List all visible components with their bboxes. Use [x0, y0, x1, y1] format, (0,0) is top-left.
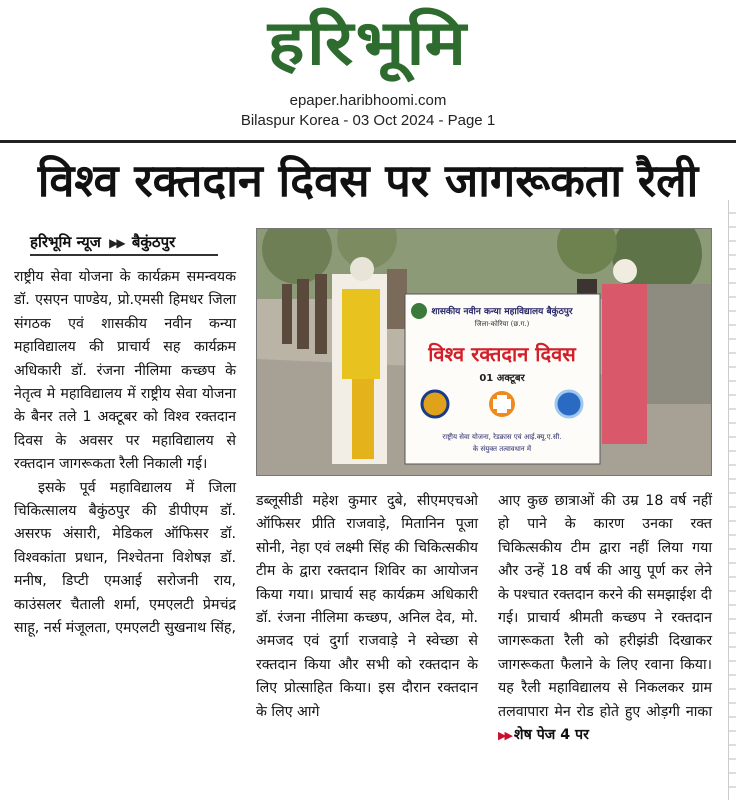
banner-footer-text: राष्ट्रीय सेवा योजना, रेडक्रास एवं आई.क्यू.ए.सी.	[442, 433, 562, 441]
article-photo	[256, 228, 712, 476]
byline-source: हरिभूमि न्यूज	[30, 233, 101, 251]
edition-info: Bilaspur Korea - 03 Oct 2024 - Page 1	[240, 112, 496, 129]
banner-footer-text-2: के संयुक्त तत्वावधान में	[472, 445, 532, 453]
masthead	[0, 0, 736, 135]
rally-photo-illustration	[257, 229, 712, 476]
article-column-1	[14, 266, 236, 786]
paragraph: डब्लूसीडी महेश कुमार दुबे, सीएमएचओ ऑफिसर प्रीति राजवाड़े, मितानिन पूजा सोनी, नेहा एवं लक्ष्मी सिंह की चिकित्सकीय टीम के द्वारा रक्तदान शिविर का आयोजन किया गया। प्राचार्य सह कार्यक्रम अधिकारी डॉ. रंजना नीलिमा कच्छप, अनिल देव, मो. अमजद एवं दुर्गा राजवाड़े ने स्वेच्छा से रक्तदान किया और सभी को रक्तदान के लिए प्रोत्साहित किया। इस दौरान रक्तदान के लिए आगे	[256, 493, 478, 720]
paragraph: राष्ट्रीय सेवा योजना के कार्यक्रम समन्वयक डॉ. एसएन पाण्डेय, प्रो.एमसी हिमधर जिला संगठक एवं शासकीय नवीन कन्या महाविद्यालय की प्राचार्य सह कार्यक्रम अधिकारी डॉ. रंजना नीलिमा कच्छप के नेतृत्व मे महाविद्यालय में राष्ट्रीय सेवा योजना के बैनर तले 1 अक्टूबर को विश्व रक्तदान दिवस के अवसर पर महाविद्यालय से रक्तदान जागरूकता रैली निकाली गई।	[14, 269, 236, 473]
paragraph: इसके पूर्व महाविद्यालय में जिला चिकित्सालय बैकुंठपुर की डीपीएम डॉ. असरफ अंसारी, मेडिकल ऑफिसर डॉ. विश्वकांता प्रधान, निश्चेतना विशेषज्ञ डॉ. मनीष, डिप्टी एमआई सरोजनी राय, काउंसलर चैताली शर्मा, एमएलटी प्रेमचंद्र साहू, नर्स मंजूलता, एमएलटी सुखनाथ सिंह,	[14, 479, 236, 637]
double-arrow-icon: ▶▶	[498, 729, 511, 743]
paragraph-text: आए कुछ छात्राओं की उम्र 18 वर्ष नहीं हो पाने के कारण उनका रक्त चिकित्सकीय टीम द्वारा नहीं लिया गया और उन्हें 18 वर्ष की आयु पूर्ण कर लेने के पश्चात रक्तदान करने की समझाईश दी गई। प्राचार्य श्रीमती कच्छप ने रक्तदान जागरूकता रैली को हरीझंडी दिखाकर जागरूकता फैलाने के लिए रवाना किया। यह रैली महाविद्यालय से निकलकर ग्राम तलवापारा मेन रोड होते हुए ओड़गी नाका	[498, 493, 712, 720]
epaper-url[interactable]: epaper.haribhoomi.com	[289, 92, 447, 109]
banner-title-text: विश्व रक्तदान दिवस	[428, 342, 576, 366]
banner-district-text: जिला-कोरिया (छ.ग.)	[474, 320, 530, 328]
divider	[0, 140, 736, 143]
continued-jump[interactable]	[498, 727, 589, 743]
article-headline: विश्व रक्तदान दिवस पर जागरूकता रैली	[37, 154, 699, 207]
iqac-emblem-icon	[556, 391, 582, 417]
adjacent-column-edge	[728, 200, 736, 800]
newspaper-logo: हरिभूमि	[267, 6, 469, 79]
byline-location: बैकुंठपुर	[131, 233, 176, 251]
article-column-2	[256, 490, 478, 786]
double-arrow-icon: ▶▶	[109, 236, 124, 250]
paragraph	[498, 490, 712, 747]
nss-emblem-icon	[422, 391, 448, 417]
byline	[30, 228, 218, 256]
banner-org-text: शासकीय नवीन कन्या महाविद्यालय बैकुंठपुर	[431, 307, 573, 317]
banner-date-text: 01 अक्टूबर	[479, 373, 525, 384]
continued-label: शेष पेज 4 पर	[513, 727, 589, 744]
article-column-3	[498, 490, 712, 786]
